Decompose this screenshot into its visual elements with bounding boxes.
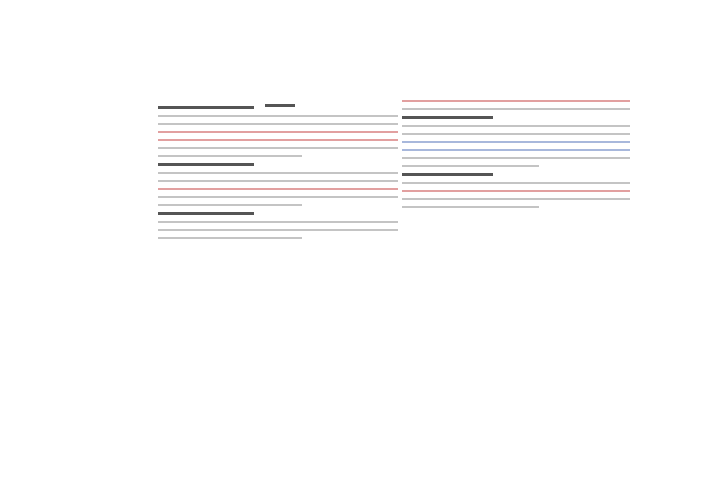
text-line	[158, 123, 398, 125]
text-line	[158, 229, 398, 231]
text-line	[402, 206, 539, 208]
text-line	[402, 108, 630, 110]
highlighted-text-line	[158, 131, 398, 133]
text-line	[402, 157, 630, 159]
section-heading	[402, 173, 493, 176]
text-line	[402, 125, 630, 127]
text-line	[158, 180, 398, 182]
section-heading	[158, 163, 254, 166]
text-line	[402, 165, 539, 167]
highlighted-text-line	[158, 188, 398, 190]
text-line	[158, 115, 398, 117]
section-heading	[158, 106, 254, 109]
text-line	[158, 204, 302, 206]
text-line	[402, 198, 630, 200]
highlighted-text-line	[402, 149, 630, 151]
left-column	[158, 100, 398, 245]
section-heading	[158, 212, 254, 215]
section-heading	[402, 116, 493, 119]
text-line	[158, 147, 398, 149]
text-line	[158, 221, 398, 223]
text-line	[158, 196, 398, 198]
highlighted-text-line	[402, 100, 630, 102]
text-line	[158, 172, 398, 174]
text-line	[402, 182, 630, 184]
highlighted-text-line	[158, 139, 398, 141]
highlighted-text-line	[402, 190, 630, 192]
highlighted-text-line	[402, 141, 630, 143]
text-line	[158, 155, 302, 157]
text-line	[158, 237, 302, 239]
right-column	[402, 100, 630, 214]
text-line	[402, 133, 630, 135]
